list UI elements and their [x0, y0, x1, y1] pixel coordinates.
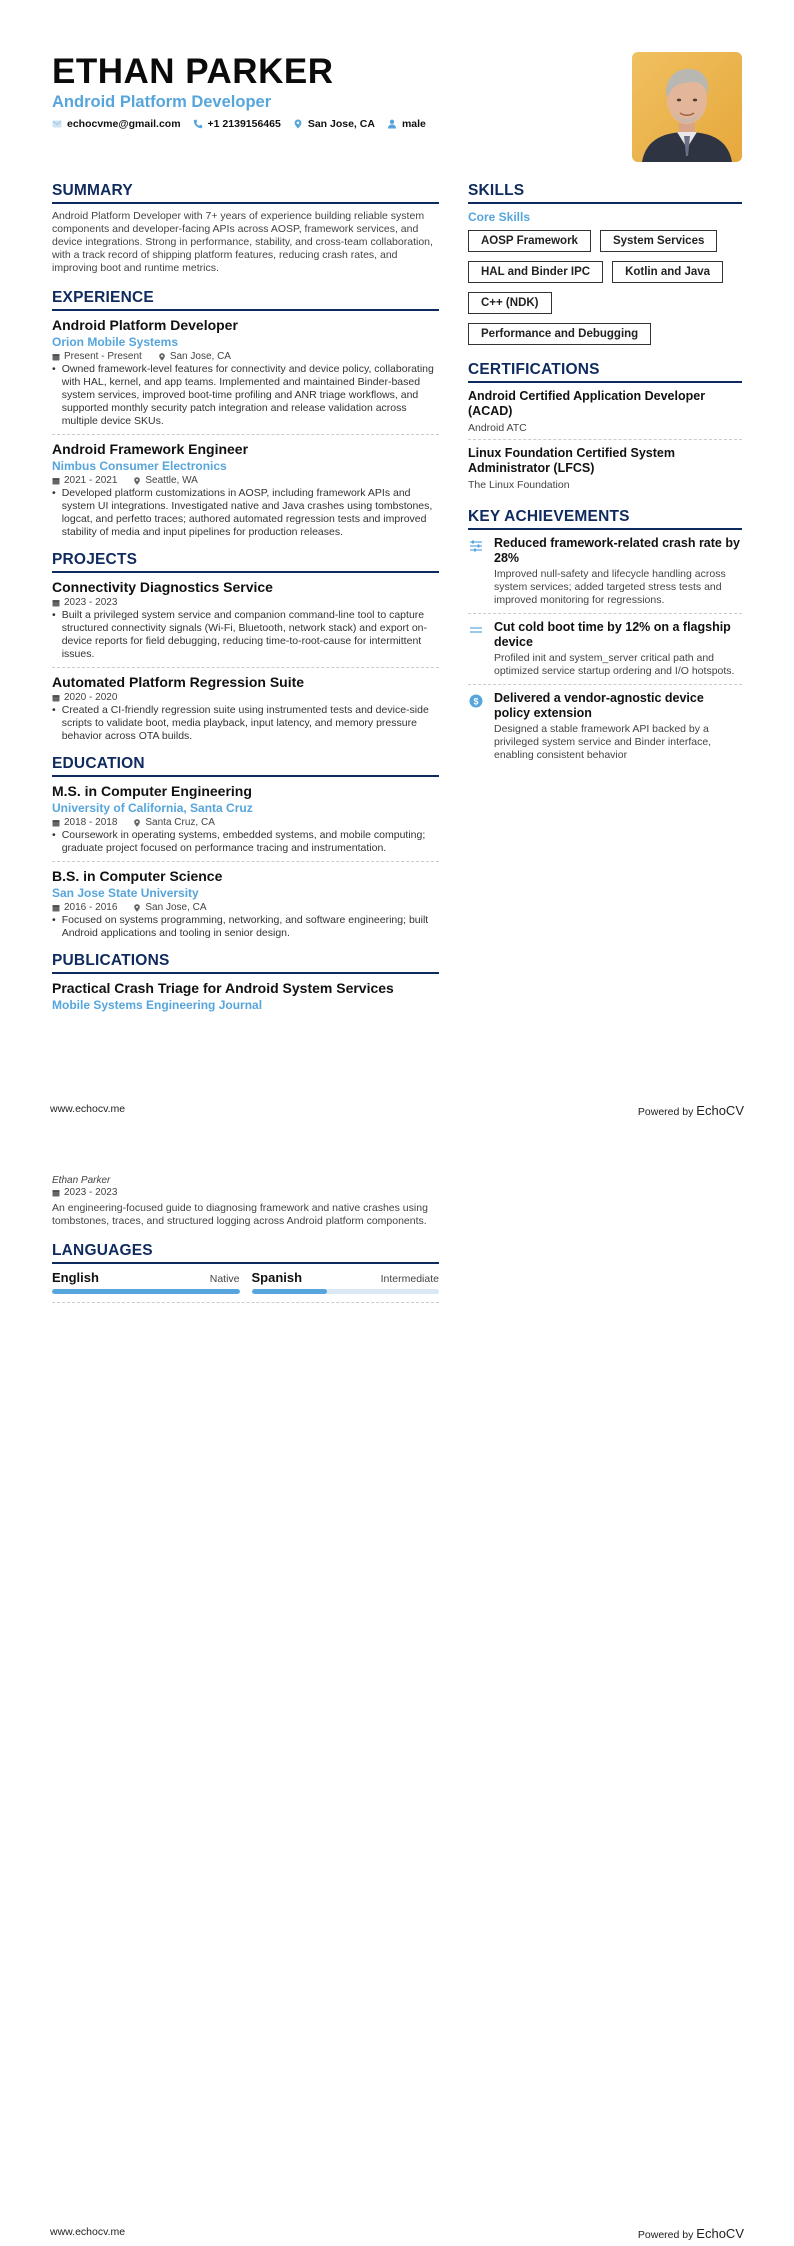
- project-dates: 2020 - 2020: [64, 692, 118, 703]
- project-bullet: • Built a privileged system service and companion command-line tool to capture structured connectivity signals (Wi-Fi, Bluetooth, network stack) and export on-device reports for field debugging, reducing time-to-root-cause for intermittent issues.: [52, 609, 428, 660]
- achievement-title: Delivered a vendor-agnostic device policy extension: [494, 691, 704, 720]
- project-name: Automated Platform Regression Suite: [52, 674, 305, 690]
- experience-entry: [52, 441, 439, 545]
- language-name: Spanish: [251, 1270, 303, 1285]
- project-entry: [52, 579, 439, 668]
- summary-text: Android Platform Developer with 7+ years of experience building reliable system components and developer-facing APIs across AOSP, framework services, and device integrations. Strong in performance, stability, and cross-team collaboration, with a track record of shipping platform features, reducing crash rates, and improving boot and runtime metrics.: [52, 210, 433, 274]
- education-dates: 2018 - 2018: [64, 817, 118, 828]
- location-pin-icon: [158, 353, 166, 361]
- language-bar-fill: [52, 1289, 240, 1294]
- summary-section: [52, 182, 439, 275]
- skill-tag: Performance and Debugging: [468, 323, 651, 345]
- language-level: Intermediate: [380, 1273, 439, 1285]
- achievement-entry: [468, 691, 742, 768]
- experience-section: [52, 289, 439, 545]
- education-heading: EDUCATION: [52, 755, 439, 777]
- job-location: San Jose, CA: [169, 351, 231, 362]
- publication-dates: 2023 - 2023: [64, 1187, 118, 1198]
- resume-header: [52, 54, 612, 130]
- left-column-continued: [52, 1175, 439, 1303]
- achievement-entry: [468, 620, 742, 685]
- candidate-name: ETHAN PARKER: [52, 52, 334, 91]
- skill-tag: AOSP Framework: [468, 230, 591, 252]
- profile-photo: [632, 52, 742, 162]
- languages-list: [52, 1270, 439, 1303]
- contact-gender: [387, 118, 426, 130]
- footer-brand: EchoCV: [696, 1103, 744, 1118]
- skill-tag: HAL and Binder IPC: [468, 261, 603, 283]
- language-item: [252, 1270, 440, 1294]
- calendar-icon: [52, 1189, 60, 1197]
- person-icon: [387, 119, 397, 129]
- experience-heading: EXPERIENCE: [52, 289, 439, 311]
- dollar-icon: [469, 694, 483, 708]
- location-pin-icon: [133, 904, 141, 912]
- education-dates: 2016 - 2016: [64, 902, 118, 913]
- page-footer: [50, 1103, 744, 1118]
- certification-org: Android ATC: [468, 422, 527, 434]
- contact-location: [293, 118, 375, 130]
- education-meta: [52, 816, 439, 829]
- summary-heading: SUMMARY: [52, 182, 439, 204]
- location-pin-icon: [293, 119, 303, 129]
- project-bullet: • Created a CI-friendly regression suite using instrumented tests and device-side scripts to validate boot, media playback, input latency, and memory pressure behavior across OTA builds.: [52, 704, 429, 742]
- phone-icon: [193, 119, 203, 129]
- certification-title: Linux Foundation Certified System Administrator (LFCS): [468, 446, 675, 475]
- envelope-icon: [52, 119, 62, 129]
- skills-tags: [468, 230, 742, 345]
- achievement-desc: Improved null-safety and lifecycle handling across system services; added targeted stress tests and improved monitoring for regressions.: [494, 568, 726, 606]
- achievement-desc: Designed a stable framework API backed by a privileged system service and Binder interface, enabling consistent behavior: [494, 723, 712, 761]
- location-text: San Jose, CA: [307, 118, 375, 130]
- projects-heading: PROJECTS: [52, 551, 439, 573]
- certification-org: The Linux Foundation: [468, 479, 570, 491]
- job-dates: Present - Present: [64, 351, 142, 362]
- skill-tag: System Services: [600, 230, 717, 252]
- publications-section: [52, 952, 439, 1013]
- contact-email[interactable]: [52, 118, 181, 130]
- calendar-icon: [52, 819, 60, 827]
- achievement-entry: [468, 536, 742, 614]
- calendar-icon: [52, 694, 60, 702]
- location-pin-icon: [133, 477, 141, 485]
- degree-name: B.S. in Computer Science: [52, 868, 223, 884]
- location-pin-icon: [133, 819, 141, 827]
- education-meta: [52, 901, 439, 914]
- skills-section: [468, 182, 742, 345]
- job-title: Android Platform Developer: [52, 317, 238, 333]
- svg-text:$: $: [473, 696, 479, 707]
- education-location: Santa Cruz, CA: [145, 817, 215, 828]
- footer-brand: EchoCV: [696, 2226, 744, 2241]
- language-bar-fill: [252, 1289, 327, 1294]
- job-title: Android Framework Engineer: [52, 441, 249, 457]
- resume-page-2: [0, 1123, 794, 2246]
- lines-icon: [469, 623, 483, 637]
- education-section: [52, 755, 439, 946]
- certification-title: Android Certified Application Developer (ACAD): [468, 389, 706, 418]
- certification-entry: [468, 446, 742, 496]
- calendar-icon: [52, 477, 60, 485]
- education-bullet: • Coursework in operating systems, embedded systems, and mobile computing; graduate project focused on performance tracing and instrumentation.: [52, 829, 426, 854]
- achievements-heading: KEY ACHIEVEMENTS: [468, 508, 742, 530]
- right-column: [468, 182, 742, 774]
- job-dates: 2021 - 2021: [64, 475, 118, 486]
- languages-heading: LANGUAGES: [52, 1242, 439, 1264]
- page-footer: [50, 2226, 744, 2241]
- language-item: [52, 1270, 240, 1294]
- candidate-title: Android Platform Developer: [52, 93, 272, 111]
- publication-text: An engineering-focused guide to diagnosing framework and native crashes using tombstones, traces, and structured logging across Android platform components.: [52, 1202, 428, 1227]
- calendar-icon: [52, 904, 60, 912]
- job-bullet: • Owned framework-level features for connectivity and device policy, collaborating with HAL, kernel, and app teams. Implemented and maintained Binder-based system services, improved boot-time profiling and ANR triage workflows, and supported monthly security patch integration and release validation across multiple device SKUs.: [52, 363, 434, 427]
- projects-section: [52, 551, 439, 749]
- skills-subheading: Core Skills: [468, 210, 531, 224]
- job-bullet: • Developed platform customizations in AOSP, including framework APIs and system UI integrations. Investigated native and Java crashes using tombstones, logcat, and perfetto traces; authored automated regression tests and improved stability of media and input pipelines for production releases.: [52, 487, 433, 538]
- certifications-heading: CERTIFICATIONS: [468, 361, 742, 383]
- company-name: Orion Mobile Systems: [52, 335, 179, 349]
- company-name: Nimbus Consumer Electronics: [52, 459, 227, 473]
- education-entry: [52, 783, 439, 862]
- calendar-icon: [52, 353, 60, 361]
- job-meta: [52, 350, 439, 363]
- job-meta: [52, 474, 439, 487]
- degree-name: M.S. in Computer Engineering: [52, 783, 252, 799]
- calendar-icon: [52, 599, 60, 607]
- achievement-title: Reduced framework-related crash rate by 28%: [494, 536, 740, 565]
- achievements-section: [468, 508, 742, 768]
- experience-entry: [52, 317, 439, 435]
- skill-tag: C++ (NDK): [468, 292, 552, 314]
- school-name: University of California, Santa Cruz: [52, 801, 253, 815]
- language-bar: [252, 1289, 440, 1294]
- project-dates: 2023 - 2023: [64, 597, 118, 608]
- education-entry: [52, 868, 439, 946]
- achievement-desc: Profiled init and system_server critical path and optimized service startup ordering and I/O hotspots.: [494, 652, 735, 677]
- certifications-section: [468, 361, 742, 496]
- education-bullet: • Focused on systems programming, networking, and software engineering; built Android applications and tooling in senior design.: [52, 914, 429, 939]
- project-name: Connectivity Diagnostics Service: [52, 579, 273, 595]
- contact-phone[interactable]: [193, 118, 281, 130]
- publications-heading: PUBLICATIONS: [52, 952, 439, 974]
- phone-text: +1 2139156465: [207, 118, 281, 130]
- skill-tag: Kotlin and Java: [612, 261, 723, 283]
- achievement-title: Cut cold boot time by 12% on a flagship device: [494, 620, 731, 649]
- skills-heading: SKILLS: [468, 182, 742, 204]
- language-level: Native: [209, 1273, 240, 1285]
- publication-journal: Mobile Systems Engineering Journal: [52, 998, 263, 1012]
- footer-powered: Powered by EchoCV: [637, 2226, 744, 2241]
- footer-website[interactable]: www.echocv.me: [50, 1103, 126, 1115]
- education-location: San Jose, CA: [145, 902, 207, 913]
- contact-row: [52, 118, 612, 130]
- publication-continued: [52, 1175, 439, 1228]
- footer-website[interactable]: www.echocv.me: [50, 2226, 126, 2238]
- footer-powered: Powered by EchoCV: [637, 1103, 744, 1118]
- certification-entry: [468, 389, 742, 440]
- sliders-icon: [469, 539, 483, 553]
- publication-title: Practical Crash Triage for Android System Services: [52, 980, 394, 996]
- project-meta: [52, 596, 439, 609]
- gender-text: male: [401, 118, 426, 130]
- project-meta: [52, 691, 439, 704]
- language-name: English: [52, 1270, 99, 1285]
- language-bar: [52, 1289, 240, 1294]
- languages-section: [52, 1242, 439, 1303]
- publication-meta: [52, 1186, 439, 1199]
- project-entry: [52, 674, 439, 749]
- job-location: Seattle, WA: [145, 475, 198, 486]
- left-column: [52, 182, 439, 1013]
- email-text: echocvme@gmail.com: [67, 118, 181, 130]
- publication-author: Ethan Parker: [52, 1175, 111, 1186]
- school-name: San Jose State University: [52, 886, 199, 900]
